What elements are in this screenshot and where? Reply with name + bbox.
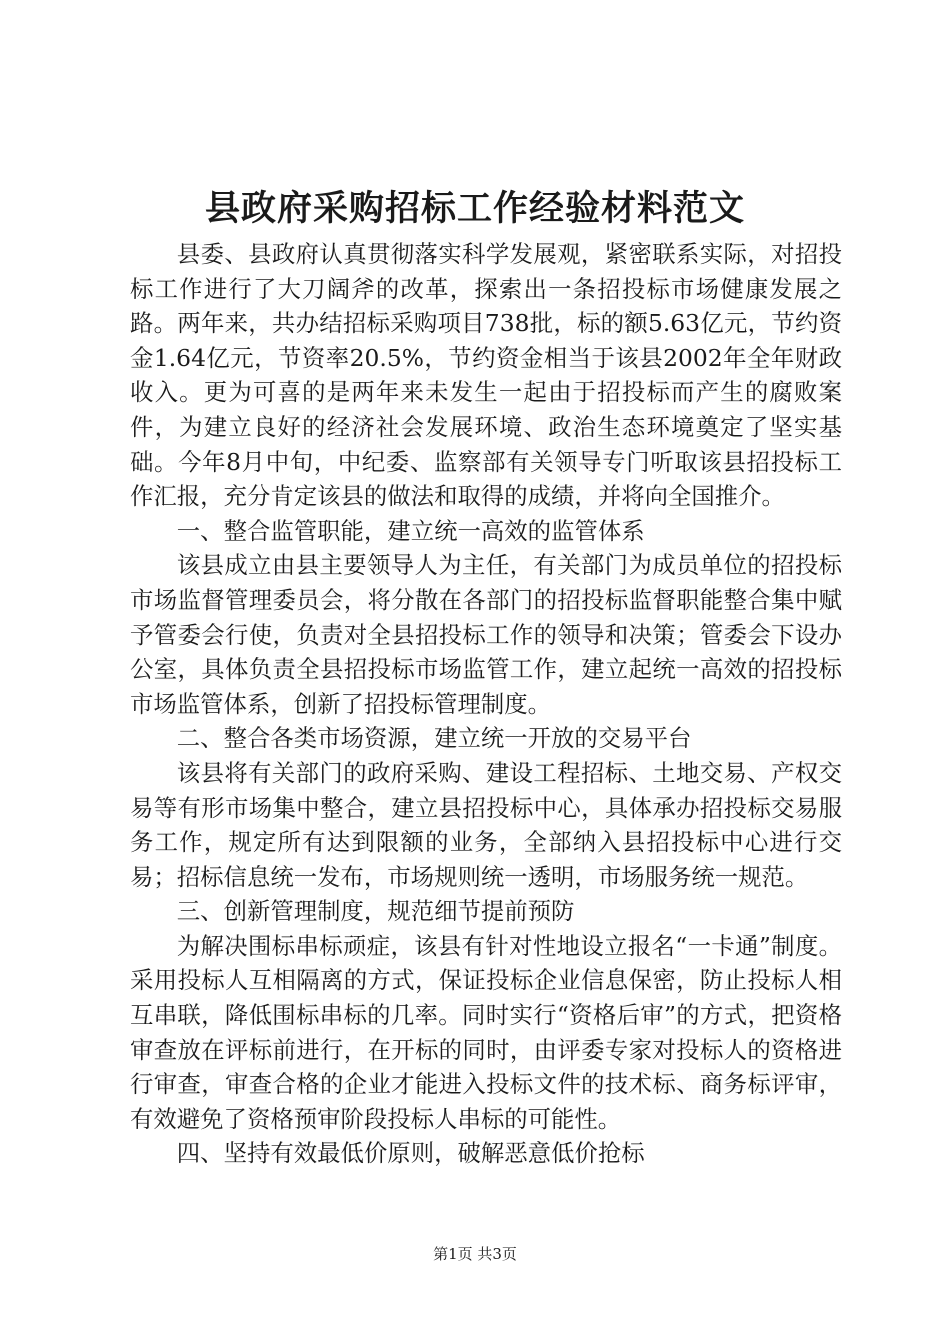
section-paragraph-3: 为解决围标串标顽症，该县有针对性地设立报名“一卡通”制度。采用投标人互相隔离的方式，保证投标企业信息保密，防止投标人相互串联，降低围标串标的几率。同时实行“资格后审”的方式，把资格审查放在评标前进行，在开标的同时，由评委专家对投标人的资格进行审查，审查合格的企业才能进入投标文件的技术标、商务标评审，有效避免了资格预审阶段投标人串标的可能性。 [130, 931, 842, 1133]
document-body [130, 237, 842, 1171]
section-paragraph-2: 该县将有关部门的政府采购、建设工程招标、土地交易、产权交易等有形市场集中整合，建立县招投标中心，具体承办招投标交易服务工作，规定所有达到限额的业务，全部纳入县招投标中心进行交易；招标信息统一发布，市场规则统一透明，市场服务统一规范。 [130, 758, 842, 891]
section-heading-1: 一、整合监管职能，建立统一高效的监管体系 [176, 516, 645, 545]
document-title: 县政府采购招标工作经验材料范文 [204, 188, 745, 229]
section-paragraph-1: 该县成立由县主要领导人为主任，有关部门为成员单位的招投标市场监督管理委员会，将分散在各部门的招投标监督职能整合集中赋予管委会行使，负责对全县招投标工作的领导和决策；管委会下设办公室，具体负责全县招投标市场监管工作，建立起统一高效的招投标市场监管体系，创新了招投标管理制度。 [130, 551, 842, 718]
section-heading-2: 二、整合各类市场资源，建立统一开放的交易平台 [176, 724, 692, 753]
page-footer: 第1页 共3页 [433, 1245, 517, 1263]
intro-paragraph: 县委、县政府认真贯彻落实科学发展观，紧密联系实际，对招投标工作进行了大刀阔斧的改革，探索出一条招投标市场健康发展之路。两年来，共办结招标采购项目738批，标的额5.63亿元，节约资金1.64亿元，节资率20.5%，节约资金相当于该县2002年全年财政收入。更为可喜的是两年来未发生一起由于招投标而产生的腐败案件，为建立良好的经济社会发展环境、政治生态环境奠定了坚实基础。今年8月中旬，中纪委、监察部有关领导专门听取该县招投标工作汇报，充分肯定该县的做法和取得的成绩，并将向全国推介。 [130, 240, 842, 511]
section-heading-4: 四、坚持有效最低价原则，破解恶意低价抢标 [176, 1139, 645, 1168]
section-heading-3: 三、创新管理制度，规范细节提前预防 [176, 897, 575, 926]
